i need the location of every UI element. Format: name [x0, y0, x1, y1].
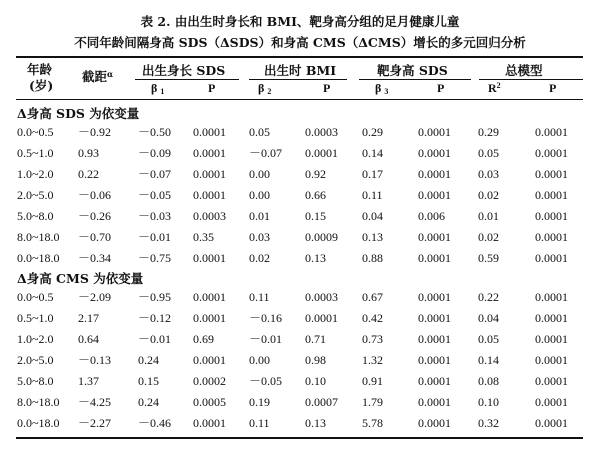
beta1-cell: －0.03: [138, 209, 172, 223]
header-beta-1: β 1: [151, 81, 165, 96]
p-total-cell: 0.0001: [535, 374, 568, 388]
intercept-cell: 0.93: [78, 146, 99, 160]
p3-cell: 0.0001: [418, 311, 451, 325]
age-cell: 1.0~2.0: [17, 167, 54, 181]
header-p-birth-bmi: P: [323, 81, 331, 95]
beta3-cell: 1.79: [362, 395, 383, 409]
p1-cell: 0.0001: [193, 251, 226, 265]
beta3-cell: 0.17: [362, 167, 383, 181]
beta2-cell: 0.03: [249, 230, 270, 244]
beta3-cell: 0.91: [362, 374, 383, 388]
age-cell: 8.0~18.0: [17, 395, 60, 409]
beta3-cell: 0.11: [362, 188, 383, 202]
age-cell: 0.5~1.0: [17, 311, 54, 325]
r2-cell: 0.05: [478, 146, 499, 160]
p3-cell: 0.0001: [418, 374, 451, 388]
intercept-cell: 0.22: [78, 167, 99, 181]
p2-cell: 0.13: [305, 416, 326, 430]
intercept-cell: －2.09: [78, 290, 112, 304]
top-rule: [16, 56, 583, 58]
group-underline-birth-bmi: [249, 79, 347, 80]
p2-cell: 0.0003: [305, 290, 338, 304]
age-cell: 0.0~18.0: [17, 416, 60, 430]
p3-cell: 0.0001: [418, 353, 451, 367]
beta1-cell: －0.46: [138, 416, 172, 430]
table-row: [0, 352, 600, 374]
intercept-cell: －0.34: [78, 251, 112, 265]
p3-cell: 0.0001: [418, 290, 451, 304]
p3-cell: 0.0001: [418, 167, 451, 181]
r2-cell: 0.22: [478, 290, 499, 304]
header-age-line-1: 年龄: [27, 62, 53, 77]
p-total-cell: 0.0001: [535, 209, 568, 223]
p1-cell: 0.0001: [193, 125, 226, 139]
table-row: [0, 331, 600, 353]
beta1-cell: －0.95: [138, 290, 172, 304]
p1-cell: 0.0001: [193, 416, 226, 430]
r2-cell: 0.59: [478, 251, 499, 265]
beta1-cell: －0.01: [138, 332, 172, 346]
header-rule: [16, 99, 583, 100]
p-total-cell: 0.0001: [535, 395, 568, 409]
p2-cell: 0.13: [305, 251, 326, 265]
beta2-cell: 0.00: [249, 353, 270, 367]
group-underline-birth-length: [135, 79, 239, 80]
group-underline-total-model: [479, 79, 583, 80]
p1-cell: 0.35: [193, 230, 214, 244]
p3-cell: 0.0001: [418, 188, 451, 202]
r2-cell: 0.02: [478, 188, 499, 202]
beta3-cell: 0.13: [362, 230, 383, 244]
r2-cell: 0.02: [478, 230, 499, 244]
p-total-cell: 0.0001: [535, 125, 568, 139]
p2-cell: 0.71: [305, 332, 326, 346]
r2-cell: 0.01: [478, 209, 499, 223]
beta1-cell: 0.24: [138, 353, 159, 367]
header-group-birth-bmi: 出生时 BMI: [264, 63, 337, 78]
p2-cell: 0.0001: [305, 146, 338, 160]
table-row: [0, 145, 600, 167]
p2-cell: 0.98: [305, 353, 326, 367]
age-cell: 5.0~8.0: [17, 209, 54, 223]
p-total-cell: 0.0001: [535, 311, 568, 325]
p2-cell: 0.10: [305, 374, 326, 388]
header-group-target-height: 靶身高 SDS: [377, 63, 448, 78]
p2-cell: 0.0003: [305, 125, 338, 139]
table-row: [0, 394, 600, 416]
beta2-cell: 0.01: [249, 209, 270, 223]
p1-cell: 0.0002: [193, 374, 226, 388]
table-row: [0, 166, 600, 188]
header-intercept: 截距$^\alpha$: [82, 69, 114, 84]
age-cell: 2.0~5.0: [17, 353, 54, 367]
table-row: [0, 373, 600, 395]
p-total-cell: 0.0001: [535, 167, 568, 181]
header-p-target-height: P: [437, 81, 445, 95]
p1-cell: 0.0001: [193, 353, 226, 367]
beta3-cell: 5.78: [362, 416, 383, 430]
r2-cell: 0.10: [478, 395, 499, 409]
beta1-cell: 0.24: [138, 395, 159, 409]
age-cell: 1.0~2.0: [17, 332, 54, 346]
header-group-birth-length: 出生身长 SDS: [142, 63, 226, 78]
beta2-cell: 0.00: [249, 167, 270, 181]
beta3-cell: 0.88: [362, 251, 383, 265]
beta1-cell: －0.12: [138, 311, 172, 325]
age-cell: 0.0~0.5: [17, 290, 54, 304]
age-cell: 0.0~0.5: [17, 125, 54, 139]
age-cell: 2.0~5.0: [17, 188, 54, 202]
intercept-cell: －2.27: [78, 416, 112, 430]
p1-cell: 0.0001: [193, 290, 226, 304]
group-underline-target-height: [359, 79, 471, 80]
header-p-total-model: P: [549, 81, 557, 95]
age-cell: 0.0~18.0: [17, 251, 60, 265]
r2-cell: 0.14: [478, 353, 499, 367]
beta1-cell: －0.07: [138, 167, 172, 181]
beta2-cell: －0.07: [249, 146, 283, 160]
p1-cell: 0.0005: [193, 395, 226, 409]
beta3-cell: 1.32: [362, 353, 383, 367]
p-total-cell: 0.0001: [535, 188, 568, 202]
table-title-line-1: 表 2. 由出生时身长和 BMI、靶身高分组的足月健康儿童: [140, 14, 460, 29]
age-cell: 0.5~1.0: [17, 146, 54, 160]
p-total-cell: 0.0001: [535, 290, 568, 304]
beta2-cell: 0.05: [249, 125, 270, 139]
intercept-cell: －4.25: [78, 395, 112, 409]
p3-cell: 0.0001: [418, 146, 451, 160]
beta2-cell: 0.11: [249, 416, 270, 430]
beta1-cell: －0.50: [138, 125, 172, 139]
beta2-cell: －0.16: [249, 311, 283, 325]
p3-cell: 0.0001: [418, 395, 451, 409]
section-label-delta-sds: Δ身高 SDS 为依变量: [17, 106, 140, 121]
beta2-cell: －0.05: [249, 374, 283, 388]
p-total-cell: 0.0001: [535, 353, 568, 367]
age-cell: 5.0~8.0: [17, 374, 54, 388]
table-row: [0, 187, 600, 209]
section-label-delta-cms: Δ身高 CMS 为依变量: [17, 271, 144, 286]
p2-cell: 0.66: [305, 188, 326, 202]
p-total-cell: 0.0001: [535, 230, 568, 244]
r2-cell: 0.29: [478, 125, 499, 139]
p1-cell: 0.0001: [193, 146, 226, 160]
beta3-cell: 0.14: [362, 146, 383, 160]
beta1-cell: －0.09: [138, 146, 172, 160]
p2-cell: 0.15: [305, 209, 326, 223]
p2-cell: 0.92: [305, 167, 326, 181]
header-beta-3: β 3: [375, 81, 389, 96]
p3-cell: 0.0001: [418, 416, 451, 430]
table-row: [0, 124, 600, 146]
r2-cell: 0.08: [478, 374, 499, 388]
intercept-cell: －0.92: [78, 125, 112, 139]
r2-cell: 0.05: [478, 332, 499, 346]
beta2-cell: 0.19: [249, 395, 270, 409]
beta1-cell: －0.75: [138, 251, 172, 265]
beta3-cell: 0.42: [362, 311, 383, 325]
beta1-cell: －0.01: [138, 230, 172, 244]
r2-cell: 0.03: [478, 167, 499, 181]
beta2-cell: －0.01: [249, 332, 283, 346]
p3-cell: 0.0001: [418, 332, 451, 346]
p-total-cell: 0.0001: [535, 251, 568, 265]
table-row: [0, 310, 600, 332]
p3-cell: 0.0001: [418, 230, 451, 244]
beta3-cell: 0.73: [362, 332, 383, 346]
beta3-cell: 0.67: [362, 290, 383, 304]
age-cell: 8.0~18.0: [17, 230, 60, 244]
beta2-cell: 0.11: [249, 290, 270, 304]
intercept-cell: －0.06: [78, 188, 112, 202]
header-intercept-superscript: α: [107, 69, 114, 79]
table-row: [0, 415, 600, 437]
header-r-squared: $R^2$: [488, 81, 501, 95]
p-total-cell: 0.0001: [535, 146, 568, 160]
intercept-cell: 2.17: [78, 311, 99, 325]
table-row: [0, 289, 600, 311]
p-total-cell: 0.0001: [535, 332, 568, 346]
r2-cell: 0.04: [478, 311, 499, 325]
p3-cell: 0.0001: [418, 125, 451, 139]
bottom-rule: [16, 437, 583, 439]
header-group-total-model: 总模型: [505, 63, 543, 78]
p2-cell: 0.0009: [305, 230, 338, 244]
p-total-cell: 0.0001: [535, 416, 568, 430]
table-row: [0, 208, 600, 230]
r2-cell: 0.32: [478, 416, 499, 430]
intercept-cell: －0.13: [78, 353, 112, 367]
p1-cell: 0.0001: [193, 188, 226, 202]
beta3-cell: 0.29: [362, 125, 383, 139]
p2-cell: 0.0001: [305, 311, 338, 325]
p3-cell: 0.0001: [418, 251, 451, 265]
intercept-cell: －0.26: [78, 209, 112, 223]
header-beta-2: β 2: [258, 81, 272, 96]
intercept-cell: －0.70: [78, 230, 112, 244]
beta1-cell: －0.05: [138, 188, 172, 202]
p1-cell: 0.0003: [193, 209, 226, 223]
header-age-line-2: (岁): [29, 78, 54, 93]
table-title-line-2: 不同年龄间隔身高 SDS（ΔSDS）和身高 CMS（ΔCMS）增长的多元回归分析: [74, 35, 526, 50]
p1-cell: 0.69: [193, 332, 214, 346]
beta2-cell: 0.02: [249, 251, 270, 265]
header-p-birth-length: P: [208, 81, 216, 95]
beta1-cell: 0.15: [138, 374, 159, 388]
p1-cell: 0.0001: [193, 311, 226, 325]
intercept-cell: 1.37: [78, 374, 99, 388]
p1-cell: 0.0001: [193, 167, 226, 181]
p3-cell: 0.006: [418, 209, 445, 223]
table-row: [0, 229, 600, 251]
p2-cell: 0.0007: [305, 395, 338, 409]
beta2-cell: 0.00: [249, 188, 270, 202]
beta3-cell: 0.04: [362, 209, 383, 223]
intercept-cell: 0.64: [78, 332, 99, 346]
